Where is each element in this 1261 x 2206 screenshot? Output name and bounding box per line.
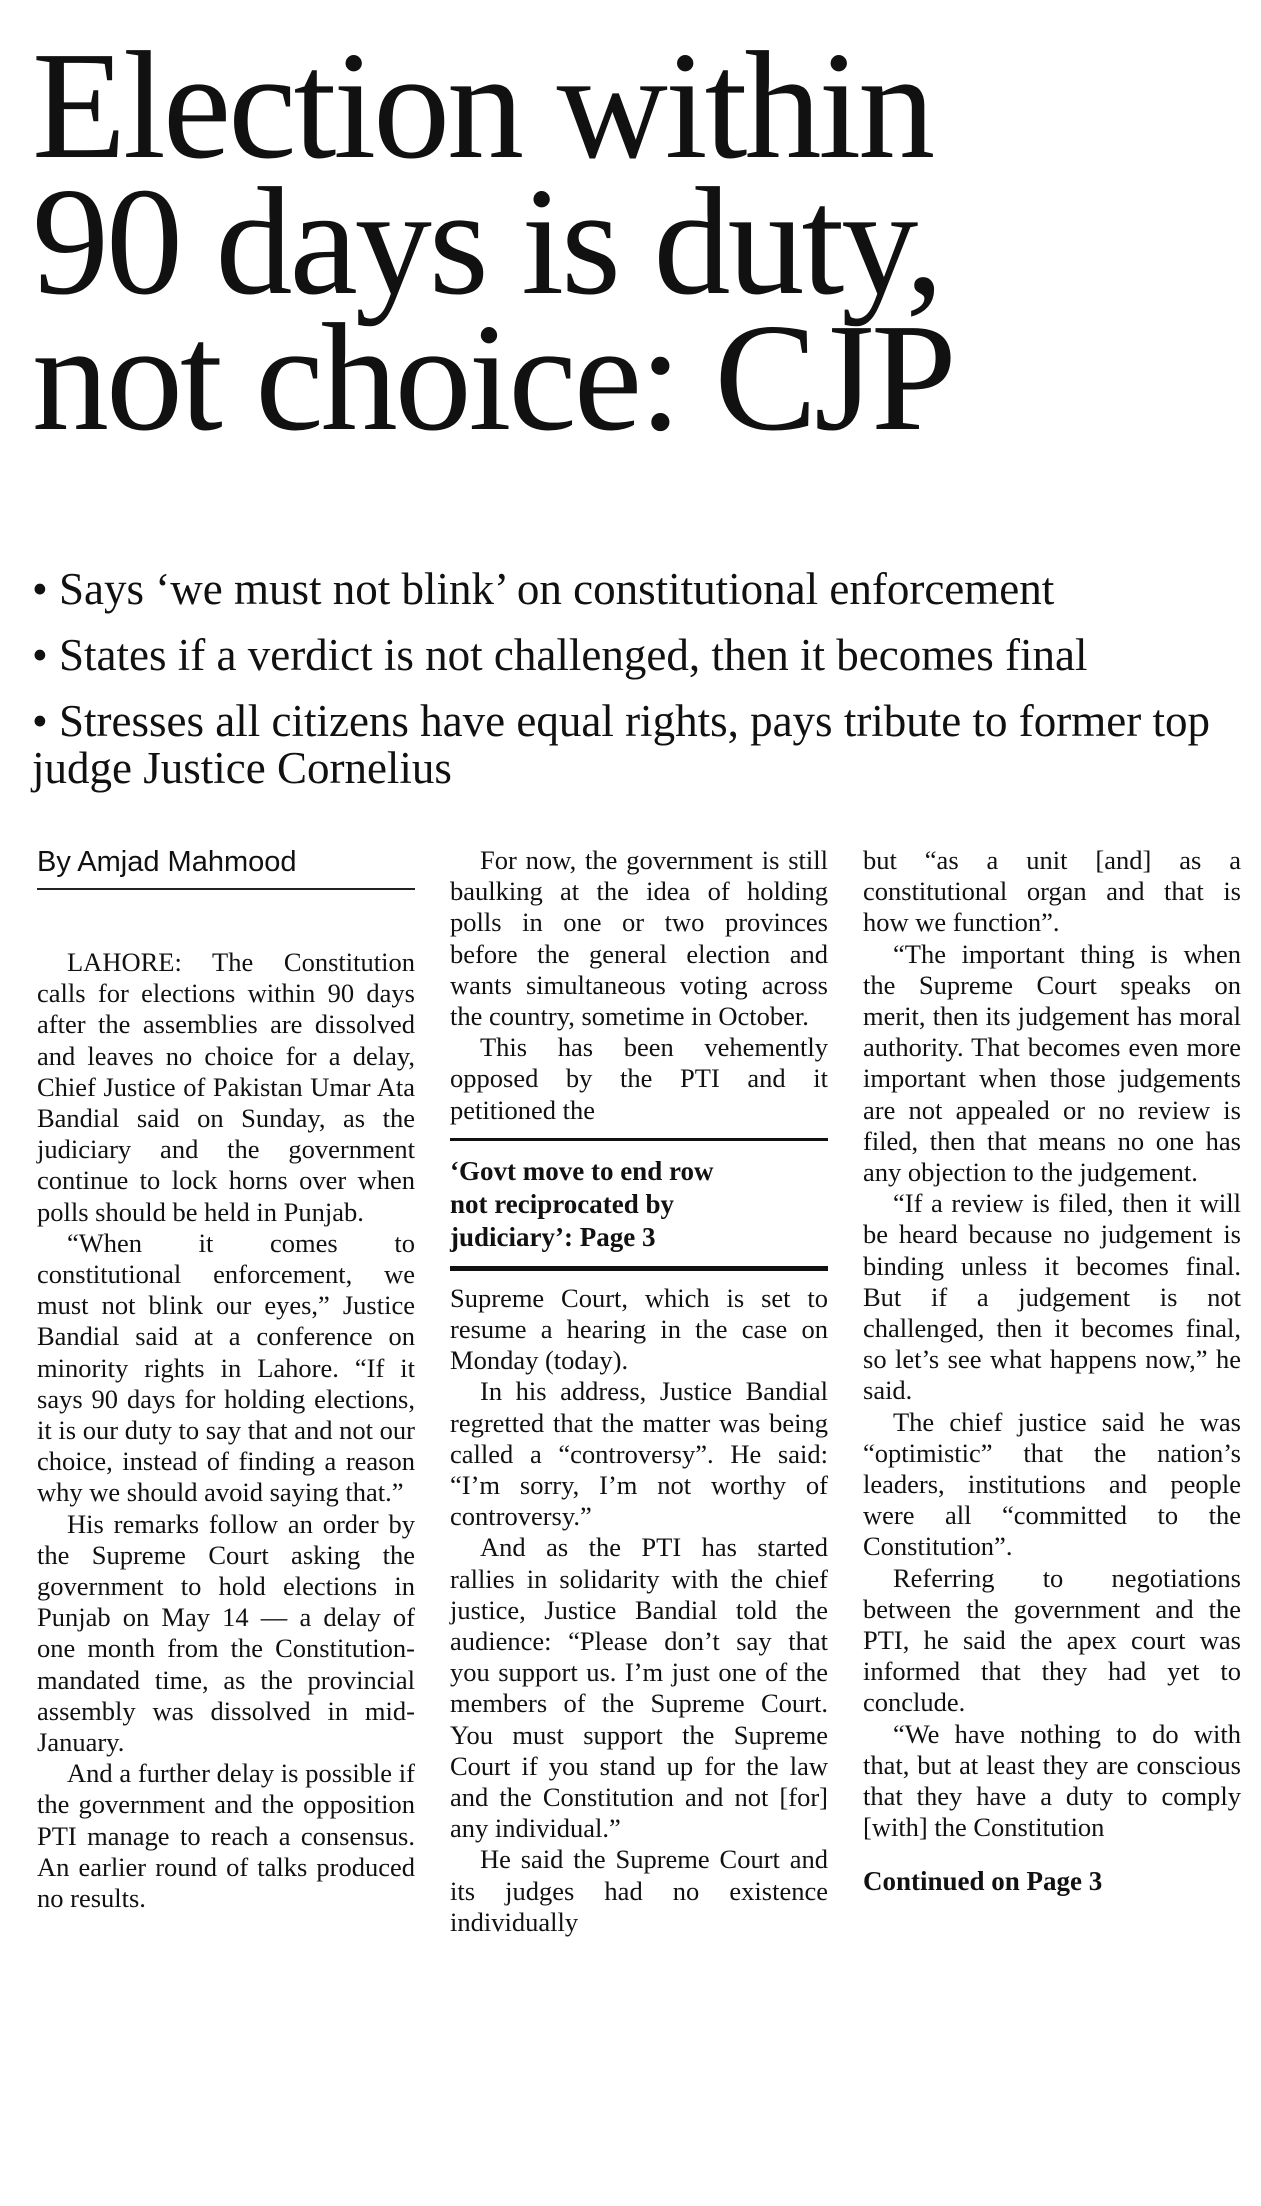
bullet-1: • Says ‘we must not blink’ on constitutional enforcement <box>32 566 1242 613</box>
headline-line-2: 90 days is duty, <box>32 157 941 327</box>
article-column-1 <box>37 947 415 1914</box>
paragraph: This has been vehemently opposed by the PTI and it petitioned the <box>450 1032 828 1125</box>
continued-on-page-link[interactable]: Continued on Page 3 <box>863 1865 1103 1896</box>
paragraph: LAHORE: The Constitution calls for elections within 90 days after the assemblies are dissolved and leaves no choice for a delay, Chief Justice of Pakistan Umar Ata Bandial said on Sunday, as the judiciary and the government continue to lock horns over when polls should be held in Punjab. <box>37 947 415 1227</box>
paragraph: “When it comes to constitutional enforcement, we must not blink our eyes,” Justice Bandial said at a conference on minority rights in Lahore. “If it says 90 days for holding elections, it is our duty to say that and not our choice, instead of finding a reason why we should avoid saying that.” <box>37 1227 415 1508</box>
paragraph: Referring to negotiations between the government and the PTI, he said the apex court was informed that they had yet to conclude. <box>863 1562 1241 1718</box>
paragraph: And as the PTI has started rallies in solidarity with the chief justice, Justice Bandial told the audience: “Please don’t say that you support us. I’m just one of the members of the Supreme Court. You must support the Supreme Court if you stand up for the law and the Constitution and not [for] any individual.” <box>450 1532 828 1844</box>
article-column-3 <box>863 845 1241 1897</box>
paragraph: In his address, Justice Bandial regretted that the matter was being called a “controversy”. He said: “I’m sorry, I’m not worthy of controversy.” <box>450 1376 828 1532</box>
paragraph: The chief justice said he was “optimistic” that the nation’s leaders, institutions and people were all “committed to the Constitution”. <box>863 1406 1241 1562</box>
subheadline-bullets <box>32 566 1242 811</box>
paragraph: His remarks follow an order by the Supreme Court asking the government to hold elections in Punjab on May 14 — a delay of one month from the Constitution-mandated time, as the provincial assembly was dissolved in mid-January. <box>37 1508 415 1758</box>
byline: By Amjad Mahmood <box>37 842 415 890</box>
headline-line-1: Election within <box>32 21 933 191</box>
headline-line-3: not choice: CJP <box>32 293 954 463</box>
paragraph: “If a review is filed, then it will be heard because no judgement is binding unless it becomes final. But if a judgement is not challenged, then it becomes final, so let’s see what happens now,” he said. <box>863 1188 1241 1406</box>
paragraph: For now, the government is still baulking at the idea of holding polls in one or two provinces before the general election and wants simultaneous voting across the country, sometime in October. <box>450 845 828 1032</box>
pull-quote-line-2: not reciprocated by <box>450 1188 674 1219</box>
article-column-2 <box>450 845 828 1938</box>
pull-quote-box <box>450 1138 828 1271</box>
headline <box>32 21 1242 463</box>
bullet-2: • States if a verdict is not challenged, then it becomes final <box>32 632 1242 679</box>
paragraph: “The important thing is when the Supreme Court speaks on merit, then its judgement has moral authority. That becomes even more important when those judgements are not appealed or no review is filed, then that means no one has any objection to the judgement. <box>863 938 1241 1188</box>
bullet-3: • Stresses all citizens have equal rights, pays tribute to former top judge Justice Cornelius <box>32 698 1242 792</box>
paragraph: but “as a unit [and] as a constitutional organ and that is how we function”. <box>863 845 1241 938</box>
paragraph: And a further delay is possible if the government and the opposition PTI manage to reach a consensus. An earlier round of talks produced no results. <box>37 1758 415 1914</box>
paragraph: He said the Supreme Court and its judges had no existence individually <box>450 1844 828 1937</box>
paragraph: Supreme Court, which is set to resume a hearing in the case on Monday (today). <box>450 1282 828 1376</box>
paragraph: “We have nothing to do with that, but at least they are conscious that they have a duty to comply [with] the Constitution <box>863 1718 1241 1843</box>
pull-quote-line-1: ‘Govt move to end row <box>450 1155 714 1186</box>
pull-quote-line-3: judiciary’: Page 3 <box>450 1221 656 1252</box>
